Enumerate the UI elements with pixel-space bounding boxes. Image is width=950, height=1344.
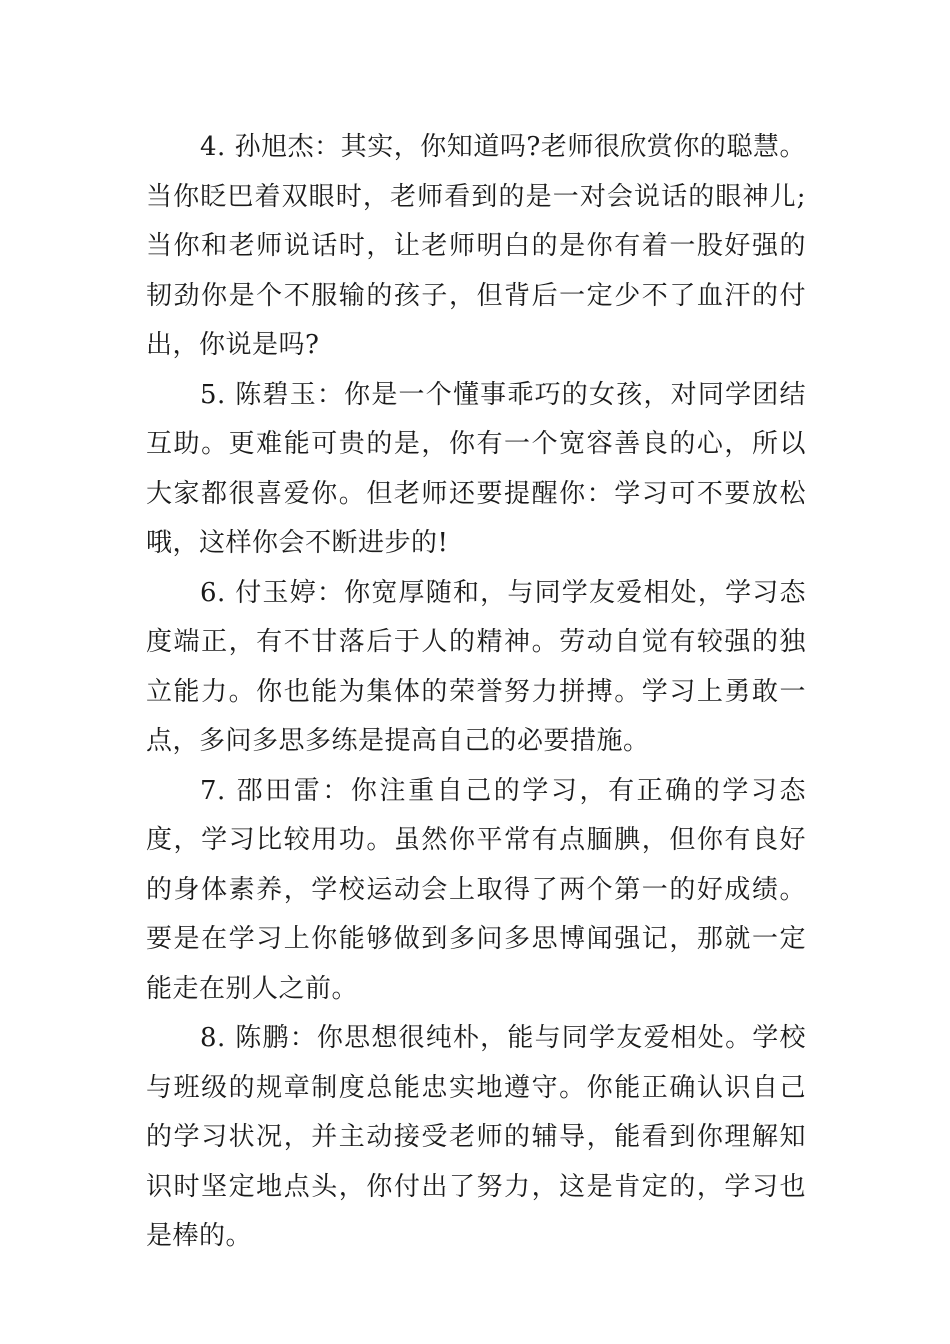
comment-paragraph-5: 5. 陈碧玉：你是一个懂事乖巧的女孩，对同学团结互助。更难能可贵的是，你有一个宽容善良的心，所以大家都很喜爱你。但老师还要提醒你：学习可不要放松哦，这样你会不断进步的! — [146, 379, 806, 558]
comment-paragraph-4: 4. 孙旭杰：其实，你知道吗?老师很欣赏你的聪慧。当你眨巴着双眼时，老师看到的是一对会说话的眼神儿;当你和老师说话时，让老师明白的是你有着一股好强的韧劲你是个不服输的孩子，但背后一定少不了血汗的付出，你说是吗? — [146, 132, 806, 360]
comment-paragraph-8: 8. 陈鹏：你思想很纯朴，能与同学友爱相处。学校与班级的规章制度总能忠实地遵守。你能正确认识自己的学习状况，并主动接受老师的辅导，能看到你理解知识时坚定地点头，你付出了努力，这是肯定的，学习也是棒的。 — [146, 1023, 806, 1251]
comment-paragraph-7: 7. 邵田雷：你注重自己的学习，有正确的学习态度，学习比较用功。虽然你平常有点腼腆，但你有良好的身体素养，学校运动会上取得了两个第一的好成绩。要是在学习上你能够做到多问多思博闻强记，那就一定能走在别人之前。 — [146, 775, 806, 1004]
comment-paragraph-6: 6. 付玉婷：你宽厚随和，与同学友爱相处，学习态度端正，有不甘落后于人的精神。劳动自觉有较强的独立能力。你也能为集体的荣誉努力拼搏。学习上勇敢一点，多问多思多练是提高自己的必要措施。 — [146, 577, 806, 756]
document-body — [146, 123, 806, 1262]
